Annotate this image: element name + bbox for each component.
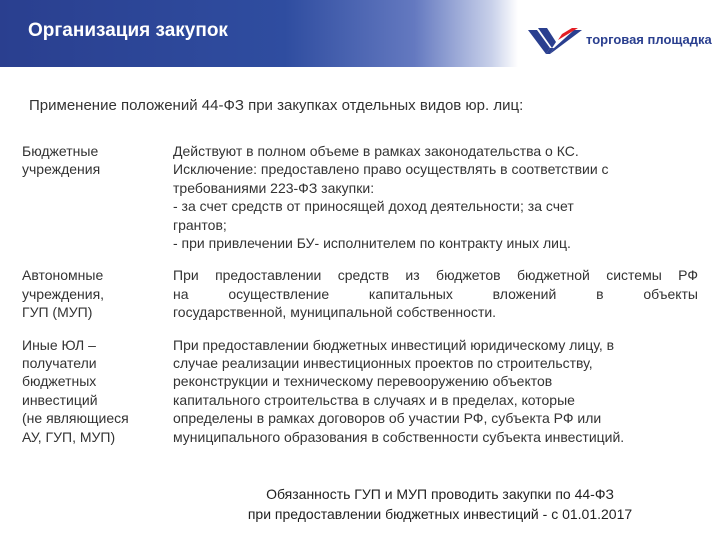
label-line: Автономные	[22, 267, 104, 284]
desc-line: При предоставлении средств из бюджетов бюджетной системы РФ	[173, 267, 698, 284]
label-line: учреждения,	[22, 285, 105, 302]
label-line: Иные ЮЛ –	[22, 336, 96, 353]
label-line: учреждения	[22, 161, 101, 178]
row-description	[173, 266, 698, 321]
desc-line: - за счет средств от приносящей доход деятельности; за счет	[173, 198, 574, 215]
label-line: бюджетных	[22, 373, 97, 390]
row-label	[22, 336, 173, 446]
desc-line: Действуют в полном объеме в рамках законодательства о КС.	[173, 143, 579, 159]
table-row	[22, 142, 698, 252]
desc-line: определены в рамках договоров об участии РФ, субъекта РФ или	[173, 410, 602, 427]
desc-line: - при привлечении БУ- исполнителем по контракту иных лиц.	[173, 235, 571, 252]
row-label	[22, 266, 173, 321]
section-subtitle: Применение положений 44-ФЗ при закупках отдельных видов юр. лиц:	[29, 97, 524, 114]
label-line: инвестиций	[22, 391, 98, 408]
row-description	[173, 142, 698, 252]
desc-line: требованиями 223-ФЗ закупки:	[173, 179, 375, 196]
desc-line: реконструкции и техническому перевооружению объектов	[173, 373, 553, 390]
label-line: Бюджетные	[22, 143, 99, 159]
header	[0, 0, 720, 73]
desc-line: грантов;	[173, 216, 227, 233]
desc-line: государственной, муниципальной собственности.	[173, 304, 497, 321]
table-row	[22, 336, 698, 446]
page-title: Организация закупок	[28, 20, 228, 41]
row-description	[173, 336, 698, 446]
row-label	[22, 142, 173, 252]
footer-note	[190, 484, 690, 524]
desc-line: При предоставлении бюджетных инвестиций юридическому лицу, в	[173, 336, 615, 353]
logo-icon	[528, 26, 584, 58]
logo-text: торговая площадка	[586, 32, 712, 47]
desc-line: капитального строительства в случаях и в пределах, которые	[173, 391, 575, 408]
label-line: ГУП (МУП)	[22, 304, 93, 321]
label-line: получатели	[22, 355, 97, 372]
desc-line: муниципального образования в собственности субъекта инвестиций.	[173, 428, 625, 445]
desc-line: Исключение: предоставлено право осуществлять в соответствии с	[173, 161, 609, 178]
logo	[528, 26, 713, 58]
desc-line: случае реализации инвестиционных проектов по строительству,	[173, 355, 593, 372]
entity-table	[22, 142, 698, 460]
footer-line: Обязанность ГУП и МУП проводить закупки по 44-ФЗ	[266, 486, 614, 502]
desc-line: на осуществление капитальных вложений в объекты	[173, 285, 698, 302]
footer-line: при предоставлении бюджетных инвестиций - с 01.01.2017	[247, 506, 633, 522]
label-line: (не являющиеся	[22, 410, 129, 427]
label-line: АУ, ГУП, МУП)	[22, 428, 116, 445]
table-row	[22, 266, 698, 321]
